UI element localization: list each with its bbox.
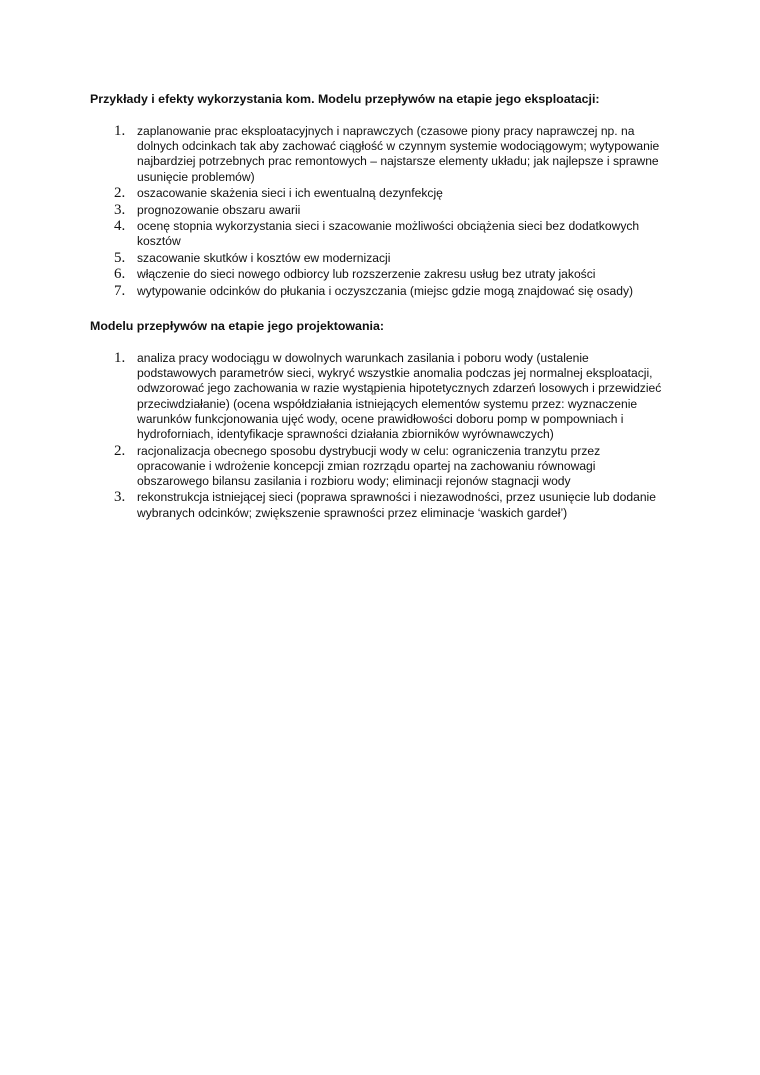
list-item-text: racjonalizacja obecnego sposobu dystrybucji wody w celu: ograniczenia tranzytu przez opracowanie i wdrożenie koncepcji zmian rozrządu opartej na zachowaniu równowagi obszarowego bilansu zasilania i rozbioru wody; eliminacji rejonów stagnacji wody — [137, 443, 601, 488]
list-item-text: wytypowanie odcinków do płukania i oczyszczania (miejsc gdzie mogą znajdować się osady) — [137, 283, 634, 298]
section-heading-exploitation: Przykłady i efekty wykorzystania kom. Modelu przepływów na etapie jego eksploatacji: — [90, 92, 600, 106]
list-item-number: 6. — [114, 266, 126, 283]
list-item — [0, 186, 677, 201]
exploitation-list — [0, 124, 677, 300]
list-item-text: zaplanowanie prac eksploatacyjnych i naprawczych (czasowe piony pracy naprawczej np. na dolnych odcinkach tak aby zachować ciągłość w czynnym systemie wodociągowym; wytypowanie najbardziej potrzebnych prac remontowych – najstarsze elementy układu; jak najlepsze i sprawne usunięcie problemów) — [137, 124, 660, 184]
list-item-text: oszacowanie skażenia sieci i ich ewentualną dezynfekcję — [137, 186, 443, 201]
list-item-number: 3. — [114, 201, 126, 218]
list-item-text: szacowanie skutków i kosztów ew modernizacji — [137, 250, 391, 265]
list-item-text: rekonstrukcja istniejącej sieci (poprawa sprawności i niezawodności, przez usunięcie lub dodanie wybranych odcinków; zwiększenie sprawności przez eliminacje ‘waskich gardeł’) — [137, 490, 656, 520]
list-item-number: 7. — [114, 282, 126, 299]
list-item-text: ocenę stopnia wykorzystania sieci i szacowanie możliwości obciążenia sieci bez dodatkowych kosztów — [137, 219, 640, 249]
list-item-number: 2. — [114, 185, 126, 202]
list-item — [0, 251, 677, 266]
list-item — [0, 444, 662, 490]
list-item — [0, 284, 677, 299]
list-item-number: 1. — [114, 350, 126, 366]
list-item-text: włączenie do sieci nowego odbiorcy lub rozszerzenie zakresu usług bez utraty jakości — [137, 267, 596, 282]
list-item — [0, 124, 677, 185]
design-list — [0, 351, 662, 522]
list-item — [0, 219, 677, 249]
list-item-number: 5. — [114, 249, 126, 266]
list-item-number: 3. — [114, 489, 126, 506]
list-item — [0, 351, 662, 442]
list-item-number: 1. — [114, 123, 126, 139]
list-item — [0, 203, 677, 218]
list-item-text: prognozowanie obszaru awarii — [137, 202, 301, 217]
list-item-number: 2. — [114, 442, 126, 459]
list-item-text: analiza pracy wodociągu w dowolnych warunkach zasilania i poboru wody (ustalenie podstawowych parametrów sieci, wykryć wszystkie anomalia podczas jej normalnej eksploatacji, odwzorować jego zachowania w razie wystąpienia hipotetycznych zdarzeń losowych i przewidzieć przeciwdziałanie) (ocena współdziałania istniejących elementów systemu przez: wyznaczenie warunków funkcjonowania ujęć wody, ocene prawidłowości doboru pomp w pompowniach i hydroforniach, identyfikacje sprawności działania zbiorników wyrównawczych) — [137, 351, 662, 442]
list-item-number: 4. — [114, 218, 126, 235]
list-item — [0, 490, 662, 520]
section-heading-design: Modelu przepływów na etapie jego projektowania: — [90, 319, 384, 333]
list-item — [0, 267, 677, 282]
